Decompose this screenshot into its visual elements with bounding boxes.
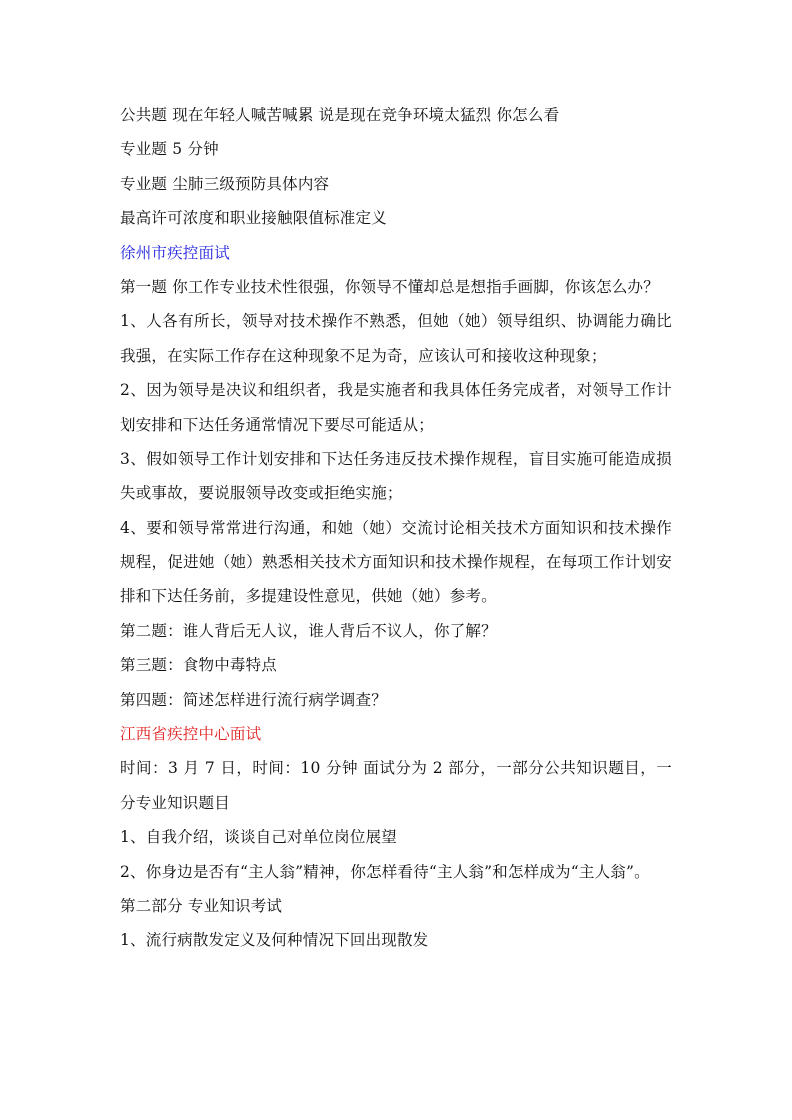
answer-2-line-a: 2、因为领导是决议和组织者，我是实施者和我具体任务完成者，对领导工作计 (120, 381, 672, 400)
question-2-line: 第二题：谁人背后无人议，谁人背后不议人，你了解？ (120, 621, 497, 640)
public-question-line: 公共题 现在年轻人喊苦喊累 说是现在竞争环境太猛烈 你怎么看 (120, 106, 560, 124)
answer-4-line-c: 排和下达任务前，多提建设性意见，供她（她）参考。 (120, 587, 497, 606)
professional-question-line: 专业题 尘肺三级预防具体内容 (120, 174, 330, 193)
question-1-line: 第一题 你工作专业技术性很强，你领导不懂却总是想指手画脚，你该怎么办？ (120, 277, 659, 296)
question-3-line: 第三题：食物中毒特点 (120, 656, 278, 675)
interview-time-line-b: 分专业知识题目 (120, 793, 230, 812)
part-two-heading-line: 第二部分 专业知识考试 (120, 896, 283, 915)
answer-4-line-b: 规程，促进她（她）熟悉相关技术方面知识和技术操作规程，在每项工作计划安 (120, 553, 672, 572)
sporadic-question-line: 1、流行病散发定义及何种情况下回出现散发 (120, 931, 429, 950)
answer-2-line-b: 划安排和下达任务通常情况下要尽可能适从； (120, 415, 435, 434)
answer-1-line-b: 我强，在实际工作存在这种现象不足为奇，应该认可和接收这种现象； (120, 346, 607, 365)
ownership-question-line: 2、你身边是否有“主人翁”精神，你怎样看待“主人翁”和怎样成为“主人翁”。 (120, 862, 650, 881)
answer-4-line-a: 4、要和领导常常进行沟通，和她（她）交流讨论相关技术方面知识和技术操作 (120, 518, 672, 537)
xuzhou-heading: 徐州市疾控面试 (120, 243, 230, 262)
answer-3-line-a: 3、假如领导工作计划安排和下达任务违反技术操作规程，盲目实施可能造成损 (120, 449, 672, 468)
definition-question-line: 最高许可浓度和职业接触限值标准定义 (120, 209, 387, 228)
self-intro-line: 1、自我介绍，谈谈自己对单位岗位展望 (120, 828, 397, 847)
question-4-line: 第四题：简述怎样进行流行病学调查？ (120, 690, 387, 709)
answer-1-line-a: 1、人各有所长，领导对技术操作不熟悉，但她（她）领导组织、协调能力确比 (120, 312, 672, 331)
jiangxi-heading: 江西省疾控中心面试 (120, 725, 262, 744)
document-body (120, 98, 672, 958)
interview-time-line-a: 时间：3 月 7 日，时间：10 分钟 面试分为 2 部分，一部分公共知识题目，一 (120, 759, 672, 778)
answer-3-line-b: 失或事故，要说服领导改变或拒绝实施； (120, 484, 403, 503)
professional-time-line: 专业题 5 分钟 (120, 140, 219, 159)
